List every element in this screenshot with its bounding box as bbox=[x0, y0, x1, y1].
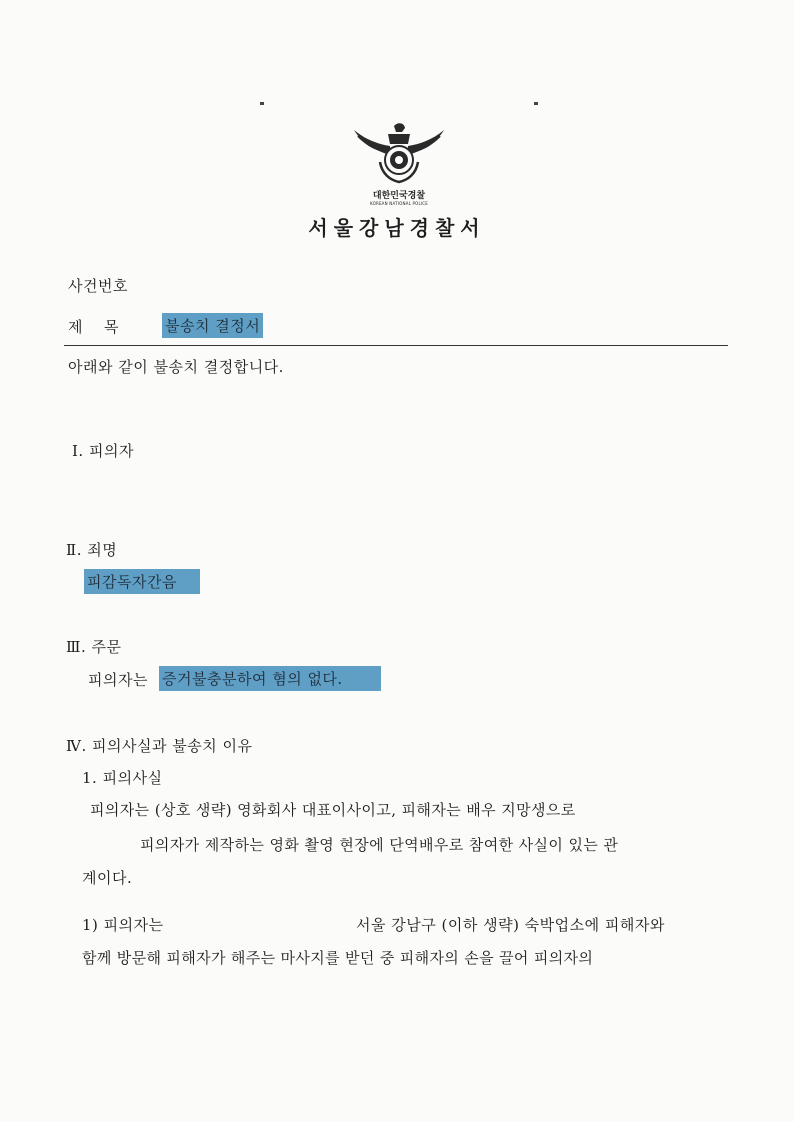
suspect-heading: Ⅰ. 피의자 bbox=[72, 442, 134, 460]
facts-line-1: 피의자는 (상호 생략) 영화회사 대표이사이고, 피해자는 배우 지망생으로 bbox=[90, 801, 576, 819]
charge-value: 피감독자간음 bbox=[84, 569, 200, 594]
case-number-label: 사건번호 bbox=[68, 277, 128, 295]
charge-heading: Ⅱ. 죄명 bbox=[66, 541, 118, 559]
emblem-subcaption: KOREAN NATIONAL POLICE bbox=[370, 201, 428, 206]
item1-line-1: 서울 강남구 (이하 생략) 숙박업소에 피해자와 bbox=[356, 916, 665, 934]
subject-value: 불송치 결정서 bbox=[162, 313, 263, 338]
police-emblem bbox=[344, 122, 454, 206]
item1-prefix: 1) 피의자는 bbox=[82, 916, 164, 934]
item1-line-2: 함께 방문해 피해자가 해주는 마사지를 받던 중 피해자의 손을 끌어 피의자의 bbox=[82, 949, 594, 967]
disposition-value: 증거불충분하여 혐의 없다. bbox=[159, 666, 381, 691]
scan-mark-left bbox=[260, 102, 264, 105]
disposition-prefix: 피의자는 bbox=[88, 671, 148, 689]
emblem-caption: 대한민국경찰 bbox=[372, 191, 426, 201]
facts-line-3: 계이다. bbox=[82, 869, 133, 887]
police-eagle-icon bbox=[344, 122, 454, 184]
facts-line-2: 피의자가 제작하는 영화 촬영 현장에 단역배우로 참여한 사실이 있는 관 bbox=[140, 836, 619, 854]
header-divider bbox=[64, 345, 728, 346]
subject-label: 제 목 bbox=[68, 318, 120, 336]
agency-title: 서울강남경찰서 bbox=[308, 216, 486, 240]
scan-mark-right bbox=[534, 102, 538, 105]
disposition-heading: Ⅲ. 주문 bbox=[66, 638, 122, 656]
facts-subheading: 1. 피의사실 bbox=[82, 769, 163, 787]
intro-sentence: 아래와 같이 불송치 결정합니다. bbox=[68, 358, 284, 376]
facts-heading: Ⅳ. 피의사실과 불송치 이유 bbox=[66, 737, 253, 755]
